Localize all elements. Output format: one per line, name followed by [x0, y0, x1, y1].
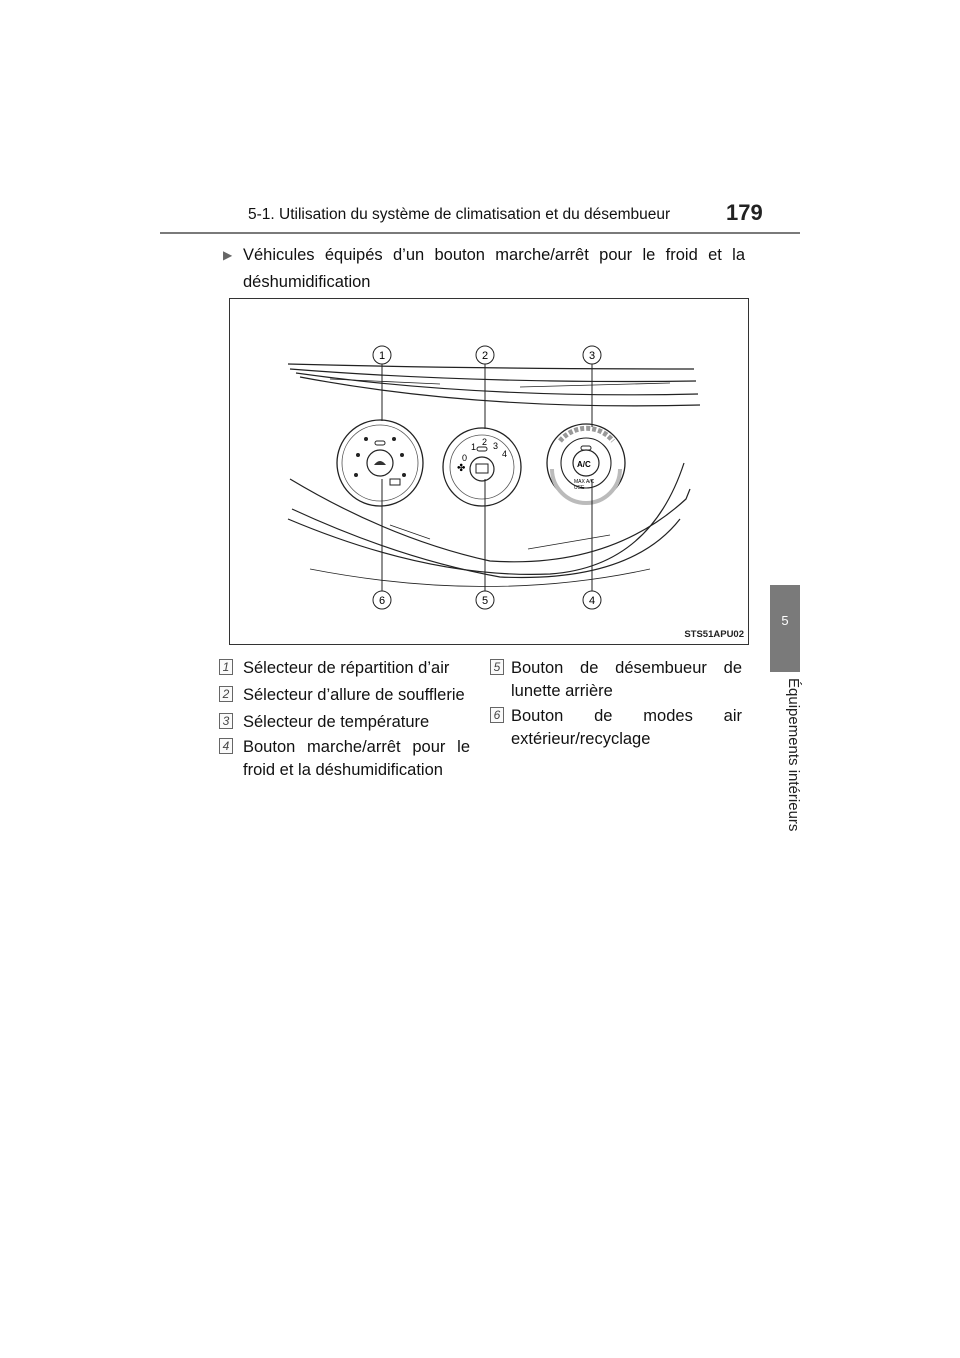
temperature-knob	[547, 424, 625, 503]
svg-text:4: 4	[588, 595, 596, 607]
fan-label-0: 0	[462, 453, 468, 463]
page-number: 179	[726, 200, 763, 225]
svg-text:2: 2	[481, 350, 489, 362]
legend-label: Sélecteur de répartition d’air	[243, 659, 450, 677]
svg-text:1: 1	[378, 350, 386, 362]
callout-2	[476, 346, 494, 364]
legend-label: Sélecteur de température	[243, 713, 430, 731]
header-rule	[160, 232, 800, 234]
legend-number: 1	[219, 659, 233, 675]
svg-text:3: 3	[588, 350, 596, 362]
legend-label: Sélecteur d’allure de soufflerie	[243, 686, 465, 704]
figure-code: STS51APU02	[684, 629, 744, 640]
fan-label-3: 3	[493, 441, 499, 451]
callout-6	[373, 591, 391, 609]
fan-label-1: 1	[471, 442, 477, 452]
ac-use-label: USE	[574, 485, 585, 491]
climate-panel-illustration	[230, 299, 750, 646]
legend-number: 5	[490, 659, 504, 675]
callout-4	[583, 591, 601, 609]
bullet-arrow-icon: ▶	[223, 248, 233, 262]
callout-1	[373, 346, 391, 364]
fan-label-4: 4	[502, 449, 508, 459]
fan-label-2: 2	[482, 437, 488, 447]
section-title: 5-1. Utilisation du système de climatisation et du désembueur	[248, 206, 671, 223]
callout-5	[476, 591, 494, 609]
air-distribution-knob	[337, 420, 423, 506]
chapter-label: Équipements intérieurs	[785, 678, 802, 832]
callout-3	[583, 346, 601, 364]
legend-label: Bouton de désembueur de lunette arrière	[511, 659, 742, 700]
legend-number: 3	[219, 713, 233, 729]
chapter-number: 5	[781, 613, 789, 628]
fan-speed-knob	[443, 428, 521, 506]
legend-number: 6	[490, 707, 504, 723]
legend-number: 4	[219, 738, 233, 754]
legend-label: Bouton de modes air extérieur/recyclage	[511, 707, 742, 748]
svg-text:5: 5	[481, 595, 489, 607]
legend-number: 2	[219, 686, 233, 702]
ac-max-label: MAX A/C	[574, 479, 595, 485]
climate-control-figure	[229, 298, 749, 645]
ac-button-label: A/C	[577, 460, 591, 469]
legend-label: Bouton marche/arrêt pour le froid et la déshumidification	[243, 738, 470, 779]
intro-text: Véhicules équipés d’un bouton marche/arrêt pour le froid et la déshumidification	[243, 246, 745, 291]
svg-text:6: 6	[378, 595, 386, 607]
chapter-tab	[770, 585, 800, 672]
fan-icon: ✤	[457, 463, 466, 474]
